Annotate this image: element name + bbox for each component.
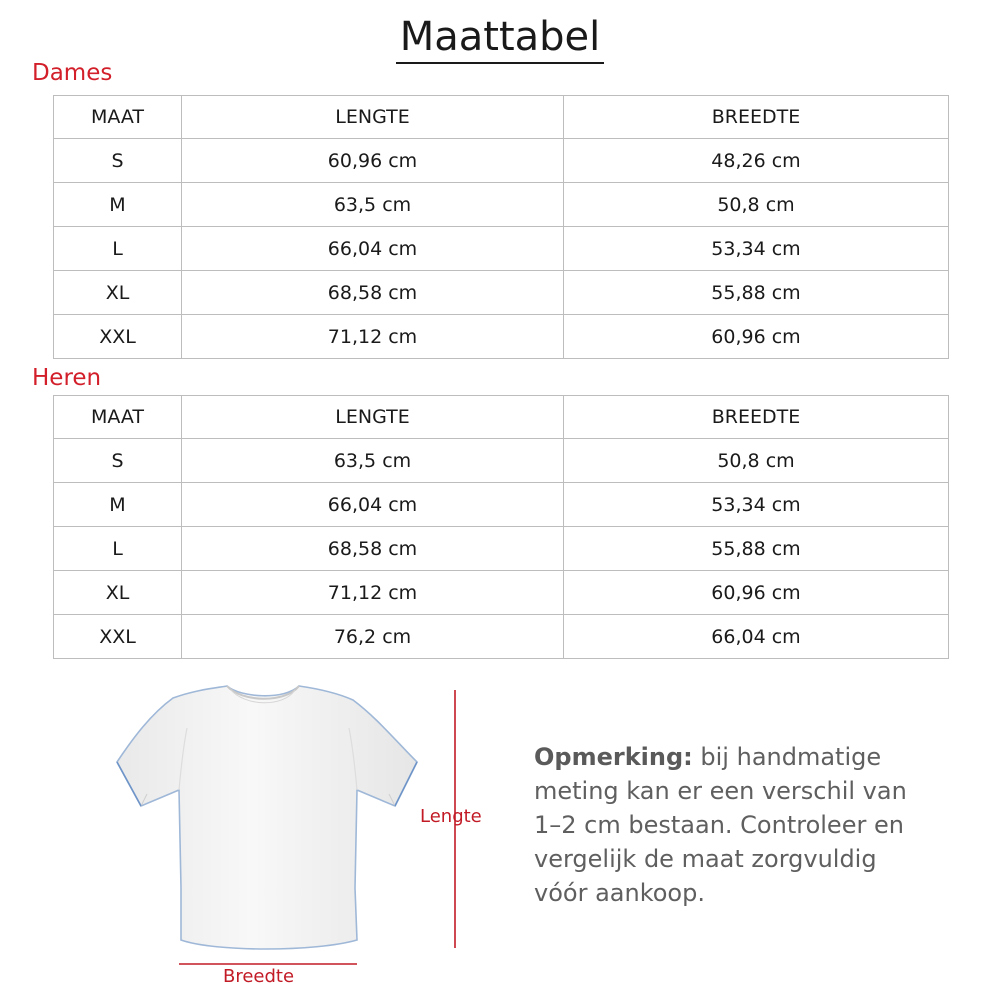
cell-lengte: 71,12 cm xyxy=(182,571,564,615)
tshirt-icon xyxy=(95,668,515,1000)
cell-lengte: 68,58 cm xyxy=(182,271,564,315)
cell-maat: XL xyxy=(54,571,182,615)
table-row xyxy=(54,483,949,527)
cell-maat: M xyxy=(54,483,182,527)
cell-maat: L xyxy=(54,227,182,271)
cell-breedte: 60,96 cm xyxy=(564,571,949,615)
cell-lengte: 71,12 cm xyxy=(182,315,564,359)
table-header-row xyxy=(54,396,949,439)
table-row xyxy=(54,315,949,359)
column-header-breedte: BREEDTE xyxy=(564,96,949,139)
cell-breedte: 50,8 cm xyxy=(564,183,949,227)
cell-breedte: 53,34 cm xyxy=(564,483,949,527)
note-body: bij handmatige meting kan er een verschil van 1–2 cm bestaan. Controleer en vergelijk de maat zorgvuldig vóór aankoop. xyxy=(534,743,907,907)
cell-breedte: 55,88 cm xyxy=(564,527,949,571)
column-header-lengte: LENGTE xyxy=(182,396,564,439)
cell-lengte: 63,5 cm xyxy=(182,183,564,227)
table-header-row xyxy=(54,96,949,139)
table-row xyxy=(54,615,949,659)
note-label: Opmerking: xyxy=(534,743,693,771)
cell-maat: M xyxy=(54,183,182,227)
cell-lengte: 66,04 cm xyxy=(182,483,564,527)
column-header-maat: MAAT xyxy=(54,96,182,139)
cell-breedte: 53,34 cm xyxy=(564,227,949,271)
size-table-dames xyxy=(53,95,949,359)
table-row xyxy=(54,271,949,315)
cell-lengte: 68,58 cm xyxy=(182,527,564,571)
cell-maat: S xyxy=(54,139,182,183)
cell-breedte: 48,26 cm xyxy=(564,139,949,183)
table-row xyxy=(54,227,949,271)
cell-maat: XXL xyxy=(54,615,182,659)
table-row xyxy=(54,139,949,183)
table-row xyxy=(54,527,949,571)
table-row xyxy=(54,571,949,615)
column-header-lengte: LENGTE xyxy=(182,96,564,139)
cell-breedte: 50,8 cm xyxy=(564,439,949,483)
tshirt-diagram xyxy=(95,668,515,1000)
size-table-heren xyxy=(53,395,949,659)
column-header-breedte: BREEDTE xyxy=(564,396,949,439)
section-label-dames: Dames xyxy=(32,60,113,86)
table-row xyxy=(54,439,949,483)
width-label: Breedte xyxy=(223,966,295,987)
cell-lengte: 60,96 cm xyxy=(182,139,564,183)
cell-maat: XL xyxy=(54,271,182,315)
cell-breedte: 60,96 cm xyxy=(564,315,949,359)
section-label-heren: Heren xyxy=(32,365,102,391)
page-title: Maattabel xyxy=(0,14,1000,64)
table-row xyxy=(54,183,949,227)
cell-maat: L xyxy=(54,527,182,571)
cell-lengte: 63,5 cm xyxy=(182,439,564,483)
cell-breedte: 55,88 cm xyxy=(564,271,949,315)
note-text-block xyxy=(534,740,934,910)
cell-maat: S xyxy=(54,439,182,483)
cell-breedte: 66,04 cm xyxy=(564,615,949,659)
column-header-maat: MAAT xyxy=(54,396,182,439)
cell-maat: XXL xyxy=(54,315,182,359)
cell-lengte: 76,2 cm xyxy=(182,615,564,659)
length-label: Lengte xyxy=(420,806,482,827)
cell-lengte: 66,04 cm xyxy=(182,227,564,271)
